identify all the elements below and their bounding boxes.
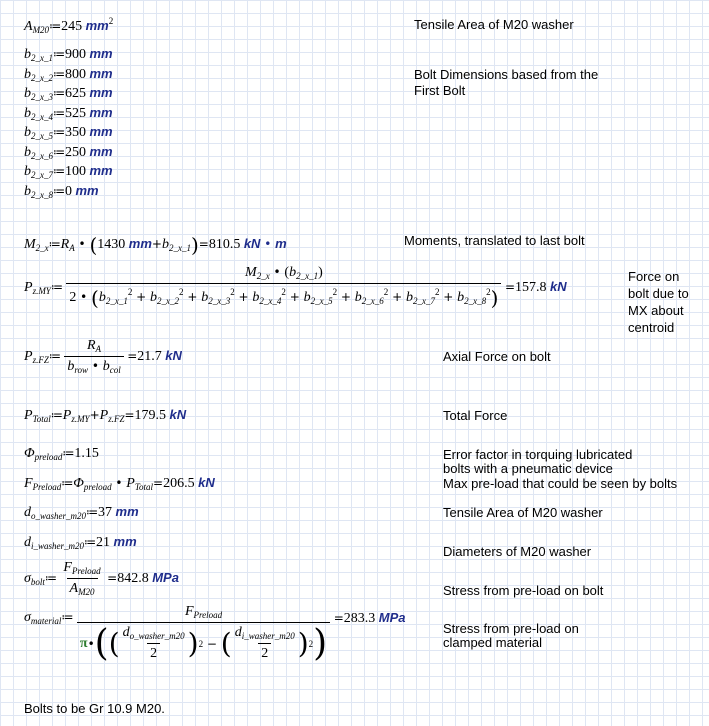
bolt-symbol: b bbox=[24, 144, 31, 160]
pzmy-den-term: $b_{2\_x\_2}^2$ bbox=[150, 287, 184, 307]
pzmy-den-term: $b_{2\_x\_6}^2$ bbox=[354, 287, 389, 307]
bolt-value: 625 bbox=[65, 86, 86, 101]
pzfz-note: Axial Force on bolt bbox=[443, 349, 551, 364]
moment-subscript: 2_x bbox=[35, 243, 49, 254]
pzmy-subscript: z.MY bbox=[32, 285, 51, 296]
ptotal-subscript: Total bbox=[32, 414, 51, 424]
pzmy-unit: kN bbox=[550, 279, 567, 294]
bolt-symbol: b bbox=[24, 164, 31, 179]
moment-note: Moments, translated to last bolt bbox=[404, 233, 585, 248]
bolt-subscript: 2_x_2 bbox=[31, 72, 53, 83]
sigma-material-d1-two: 2 bbox=[147, 643, 160, 662]
dinner-definition: $d_{i\_washer\_m20}≔21$ mm bbox=[24, 534, 137, 551]
douter-note: Tensile Area of M20 washer bbox=[443, 505, 603, 520]
moment-unit: kN bbox=[243, 236, 261, 252]
pzmy-den-term: $b_{2\_x\_8}^2$ bbox=[457, 287, 491, 307]
pzmy-fraction: $M_{2\_x}$ • $(b_{2\_x\_1})$ 2 • $(b_{2\_x\_1}^2 + b_{2\_x\_2}^2 + b_{2\_x\_3}^2 + b_{2\_x\_4}^2 + b_{2\_x\_5}^2 + b_{2\_x\_6}^2 + b_{2\_x\_7}^2 + b_{2\_x\_8}^2)$ bbox=[66, 265, 501, 310]
sigma-bolt-den-subscript: M20 bbox=[78, 587, 95, 597]
bolt-symbol: b bbox=[24, 86, 31, 101]
bolt-value: 900 bbox=[65, 47, 86, 62]
bolt-symbol: b bbox=[24, 183, 31, 199]
pzmy-note-line-1: Force on bbox=[628, 269, 680, 284]
bolt-dimension-row: $b_{2\_x\_6}≔250$ mm bbox=[24, 143, 113, 161]
douter-value: 37 bbox=[98, 505, 113, 520]
pzmy-note-line-3: MX about bbox=[628, 303, 684, 318]
phi-subscript: preload bbox=[34, 452, 63, 462]
sigma-bolt-equation: $\sigma_{bolt}≔$ $\frac{F_{Preload}}{A_{M20}}$ =842.8 MPa bbox=[24, 560, 179, 597]
bolt-symbol: b bbox=[24, 47, 31, 62]
bolt-subscript: 2_x_4 bbox=[31, 111, 53, 122]
area-subscript: M20 bbox=[32, 25, 50, 35]
moment-b-subscript: 2_x_1 bbox=[168, 243, 191, 254]
bolt-dimension-row: $b_{2\_x\_2}≔800$ mm bbox=[24, 65, 113, 83]
phi-definition: $\Phi_{preload}≔1.15$ bbox=[24, 446, 99, 462]
bolt-unit: mm bbox=[89, 163, 113, 178]
pzfz-fraction: $\frac{R_A}{b_{row} • b_{col}}$ bbox=[64, 338, 123, 375]
sigma-material-d1-exp: 2 bbox=[198, 638, 204, 649]
fpreload-result: 206.5 bbox=[163, 476, 195, 491]
sigma-material-pi: π bbox=[79, 635, 88, 651]
sigma-material-note bbox=[443, 622, 579, 650]
dinner-note: Diameters of M20 washer bbox=[443, 544, 592, 559]
pzfz-subscript: z.FZ bbox=[32, 354, 49, 365]
pzmy-note-line-2: bolt due to bbox=[628, 286, 689, 301]
sigma-material-note-line-2: clamped material bbox=[443, 635, 542, 650]
pzmy-equation: $P_{z.MY}≔$ $M_{2\_x}$ • $(b_{2\_x\_1})$ 2 • $(b_{2\_x\_1}^2 + b_{2\_x\_2}^2 + b_{2\_x\_3}^2 + b_{2\_x\_4}^2 + b_{2\_x\_5}^2 + b_{2\_x\_6}^2 + b_{2\_x\_7}^2 + b_{2\_x\_8}^2)$ =157.8 kN bbox=[24, 265, 567, 310]
pzfz-result: 21.7 bbox=[137, 349, 162, 364]
moment-equation: $M_{2\_x}≔R_A$ • (1430 $mm+b_{2\_x\_1})=810.5$ kN • m bbox=[24, 233, 287, 257]
pzfz-num-subscript: A bbox=[95, 344, 102, 354]
bolt-value: 0 bbox=[65, 183, 72, 199]
pzmy-note bbox=[628, 270, 689, 335]
ptotal-b-subscript: z.FZ bbox=[108, 414, 125, 424]
sigma-material-d2-subscript: i_washer_m20 bbox=[241, 631, 295, 641]
moment-unit-2: m bbox=[275, 236, 287, 252]
moment-constant: 1430 bbox=[97, 237, 126, 253]
pzmy-result: 157.8 bbox=[515, 280, 547, 295]
bolt-dimension-row: $b_{2\_x\_7}≔100$ mm bbox=[24, 163, 113, 180]
footer-note: Bolts to be Gr 10.9 M20. bbox=[24, 701, 165, 716]
area-definition: $A_{M20}≔245$ $mm^2$ bbox=[24, 16, 114, 35]
bolt-unit: mm bbox=[89, 85, 113, 100]
pzmy-den-term: $b_{2\_x\_7}^2$ bbox=[405, 287, 440, 307]
bolt-subscript: 2_x_6 bbox=[31, 150, 53, 161]
bolts-note-line-1: Bolt Dimensions based from the bbox=[414, 67, 599, 82]
fpreload-subscript: Preload bbox=[32, 482, 62, 492]
pzmy-num-b-subscript: 2_x_1 bbox=[296, 271, 319, 281]
douter-definition: $d_{o\_washer\_m20}≔37$ mm bbox=[24, 504, 139, 521]
pzfz-unit: kN bbox=[165, 348, 182, 363]
ptotal-unit: kN bbox=[169, 407, 187, 422]
ptotal-a-subscript: z.MY bbox=[71, 414, 90, 424]
pzmy-den-term: $b_{2\_x\_1}^2$ bbox=[98, 287, 133, 307]
sigma-material-fraction: $F_{Preload}$ π • ( ( $\frac{d_{o\_washer\_m20}}{2}$ ) 2 − ( $\frac{d_{i\_washer\_m20}}{2}$ ) 2 ) bbox=[77, 604, 330, 662]
fpreload-note: Max pre-load that could be seen by bolts bbox=[443, 476, 678, 491]
bolt-dimension-row: $b_{2\_x\_5}≔350$ mm bbox=[24, 124, 113, 141]
sigma-bolt-result: 842.8 bbox=[117, 571, 149, 586]
bolt-value: 800 bbox=[65, 66, 86, 82]
bolt-symbol: b bbox=[24, 66, 31, 82]
phi-value: 1.15 bbox=[74, 446, 99, 461]
bolt-unit: mm bbox=[89, 124, 113, 139]
pzfz-den1-subscript: row bbox=[74, 365, 88, 375]
ptotal-equation: $P_{Total}≔P_{z.MY}+P_{z.FZ}=179.5$ kN bbox=[24, 407, 187, 424]
bolt-dimension-row: $b_{2\_x\_4}≔525$ mm bbox=[24, 104, 113, 122]
sigma-bolt-note: Stress from pre-load on bolt bbox=[443, 583, 604, 598]
bolt-subscript: 2_x_8 bbox=[31, 189, 53, 200]
pzmy-note-line-4: centroid bbox=[628, 320, 675, 335]
fpreload-p-subscript: Total bbox=[134, 482, 154, 492]
bolt-dimension-row: $b_{2\_x\_1}≔900$ mm bbox=[24, 46, 113, 63]
bolt-value: 525 bbox=[65, 105, 86, 121]
dinner-unit: mm bbox=[113, 534, 137, 549]
bolt-unit: mm bbox=[89, 65, 113, 81]
fpreload-unit: kN bbox=[198, 475, 215, 490]
bolt-value: 100 bbox=[65, 164, 86, 179]
dinner-subscript: i_washer_m20 bbox=[31, 541, 85, 551]
bolt-subscript: 2_x_3 bbox=[31, 92, 53, 102]
bolt-subscript: 2_x_1 bbox=[31, 53, 53, 63]
sigma-material-note-line-1: Stress from pre-load on bbox=[443, 621, 579, 636]
fpreload-equation: $F_{Preload}≔\Phi_{preload}$ • $P_{Total}=206.5$ kN bbox=[24, 475, 215, 492]
phi-note-line-2: bolts with a pneumatic device bbox=[443, 461, 613, 476]
bolt-unit: mm bbox=[89, 143, 113, 159]
sigma-bolt-unit: MPa bbox=[152, 570, 179, 585]
sigma-bolt-subscript: bolt bbox=[30, 576, 45, 587]
pzmy-den-term: $b_{2\_x\_4}^2$ bbox=[252, 287, 286, 307]
pzmy-den-term: $b_{2\_x\_3}^2$ bbox=[201, 287, 235, 307]
area-unit: mm bbox=[85, 18, 109, 33]
pzmy-den-term: $b_{2\_x\_5}^2$ bbox=[303, 287, 338, 307]
bolt-value: 350 bbox=[65, 125, 86, 140]
pzmy-denominator: 2 • $(b_{2\_x\_1}^2 + b_{2\_x\_2}^2 + b_{2\_x\_3}^2 + b_{2\_x\_4}^2 + b_{2\_x\_5}^2 + b_{2\_x\_6}^2 + b_{2\_x\_7}^2 + b_{2\_x\_8}^2)$ bbox=[66, 283, 501, 310]
phi-note bbox=[443, 448, 632, 476]
area-symbol: A bbox=[24, 19, 33, 34]
sigma-material-result: 283.3 bbox=[343, 611, 376, 626]
pzfz-den2-subscript: col bbox=[109, 365, 121, 375]
sigma-material-d2-two: 2 bbox=[258, 643, 271, 662]
sigma-material-d2-exp: 2 bbox=[308, 638, 314, 649]
ptotal-note: Total Force bbox=[443, 408, 508, 423]
pzmy-num-subscript: 2_x bbox=[256, 271, 270, 281]
pzmy-den-two: 2 bbox=[69, 290, 77, 306]
sigma-bolt-fraction: $\frac{F_{Preload}}{A_{M20}}$ bbox=[63, 560, 101, 597]
dinner-value: 21 bbox=[96, 535, 111, 550]
bolt-symbol: b bbox=[24, 105, 31, 121]
sigma-material-equation: $\sigma_{material}≔$ $F_{Preload}$ π • ( ( $\frac{d_{o\_washer\_m20}}{2}$ ) 2 − ( $\frac{d_{i\_washer\_m20}}{2}$ ) 2 ) =283.3 MPa bbox=[24, 604, 406, 664]
pzfz-equation: $P_{z.FZ}≔$ $\frac{R_A}{b_{row} • b_{col}}$ =21.7 kN bbox=[24, 338, 182, 375]
bolt-dimension-row: $b_{2\_x\_8}≔0$ mm bbox=[24, 182, 99, 200]
bolt-symbol: b bbox=[24, 125, 31, 140]
moment-mm-unit: mm bbox=[128, 236, 152, 252]
bolt-unit: mm bbox=[75, 182, 99, 198]
bolt-subscript: 2_x_7 bbox=[31, 170, 53, 180]
ptotal-result: 179.5 bbox=[134, 408, 167, 423]
sigma-material-unit: MPa bbox=[378, 610, 406, 625]
area-note: Tensile Area of M20 washer bbox=[414, 17, 574, 32]
douter-subscript: o_washer_m20 bbox=[31, 511, 87, 521]
bolt-unit: mm bbox=[89, 104, 113, 120]
sigma-material-subscript: material bbox=[30, 616, 62, 626]
sigma-bolt-num-subscript: Preload bbox=[71, 566, 101, 576]
area-value: 245 bbox=[61, 19, 83, 34]
phi-note-line-1: Error factor in torquing lubricated bbox=[443, 447, 633, 462]
area-exponent: 2 bbox=[108, 16, 114, 26]
bolt-value: 250 bbox=[65, 144, 86, 160]
moment-ra-subscript: A bbox=[69, 243, 75, 254]
fpreload-phi-subscript: preload bbox=[83, 482, 112, 492]
bolt-unit: mm bbox=[89, 46, 113, 61]
sigma-material-num-subscript: Preload bbox=[193, 610, 223, 620]
bolt-subscript: 2_x_5 bbox=[31, 131, 53, 141]
moment-result: 810.5 bbox=[208, 237, 241, 253]
bolts-note-line-2: First Bolt bbox=[414, 83, 466, 98]
sigma-material-d1-subscript: o_washer_m20 bbox=[129, 631, 185, 641]
bolt-dimension-row: $b_{2\_x\_3}≔625$ mm bbox=[24, 85, 113, 102]
douter-unit: mm bbox=[115, 504, 139, 519]
